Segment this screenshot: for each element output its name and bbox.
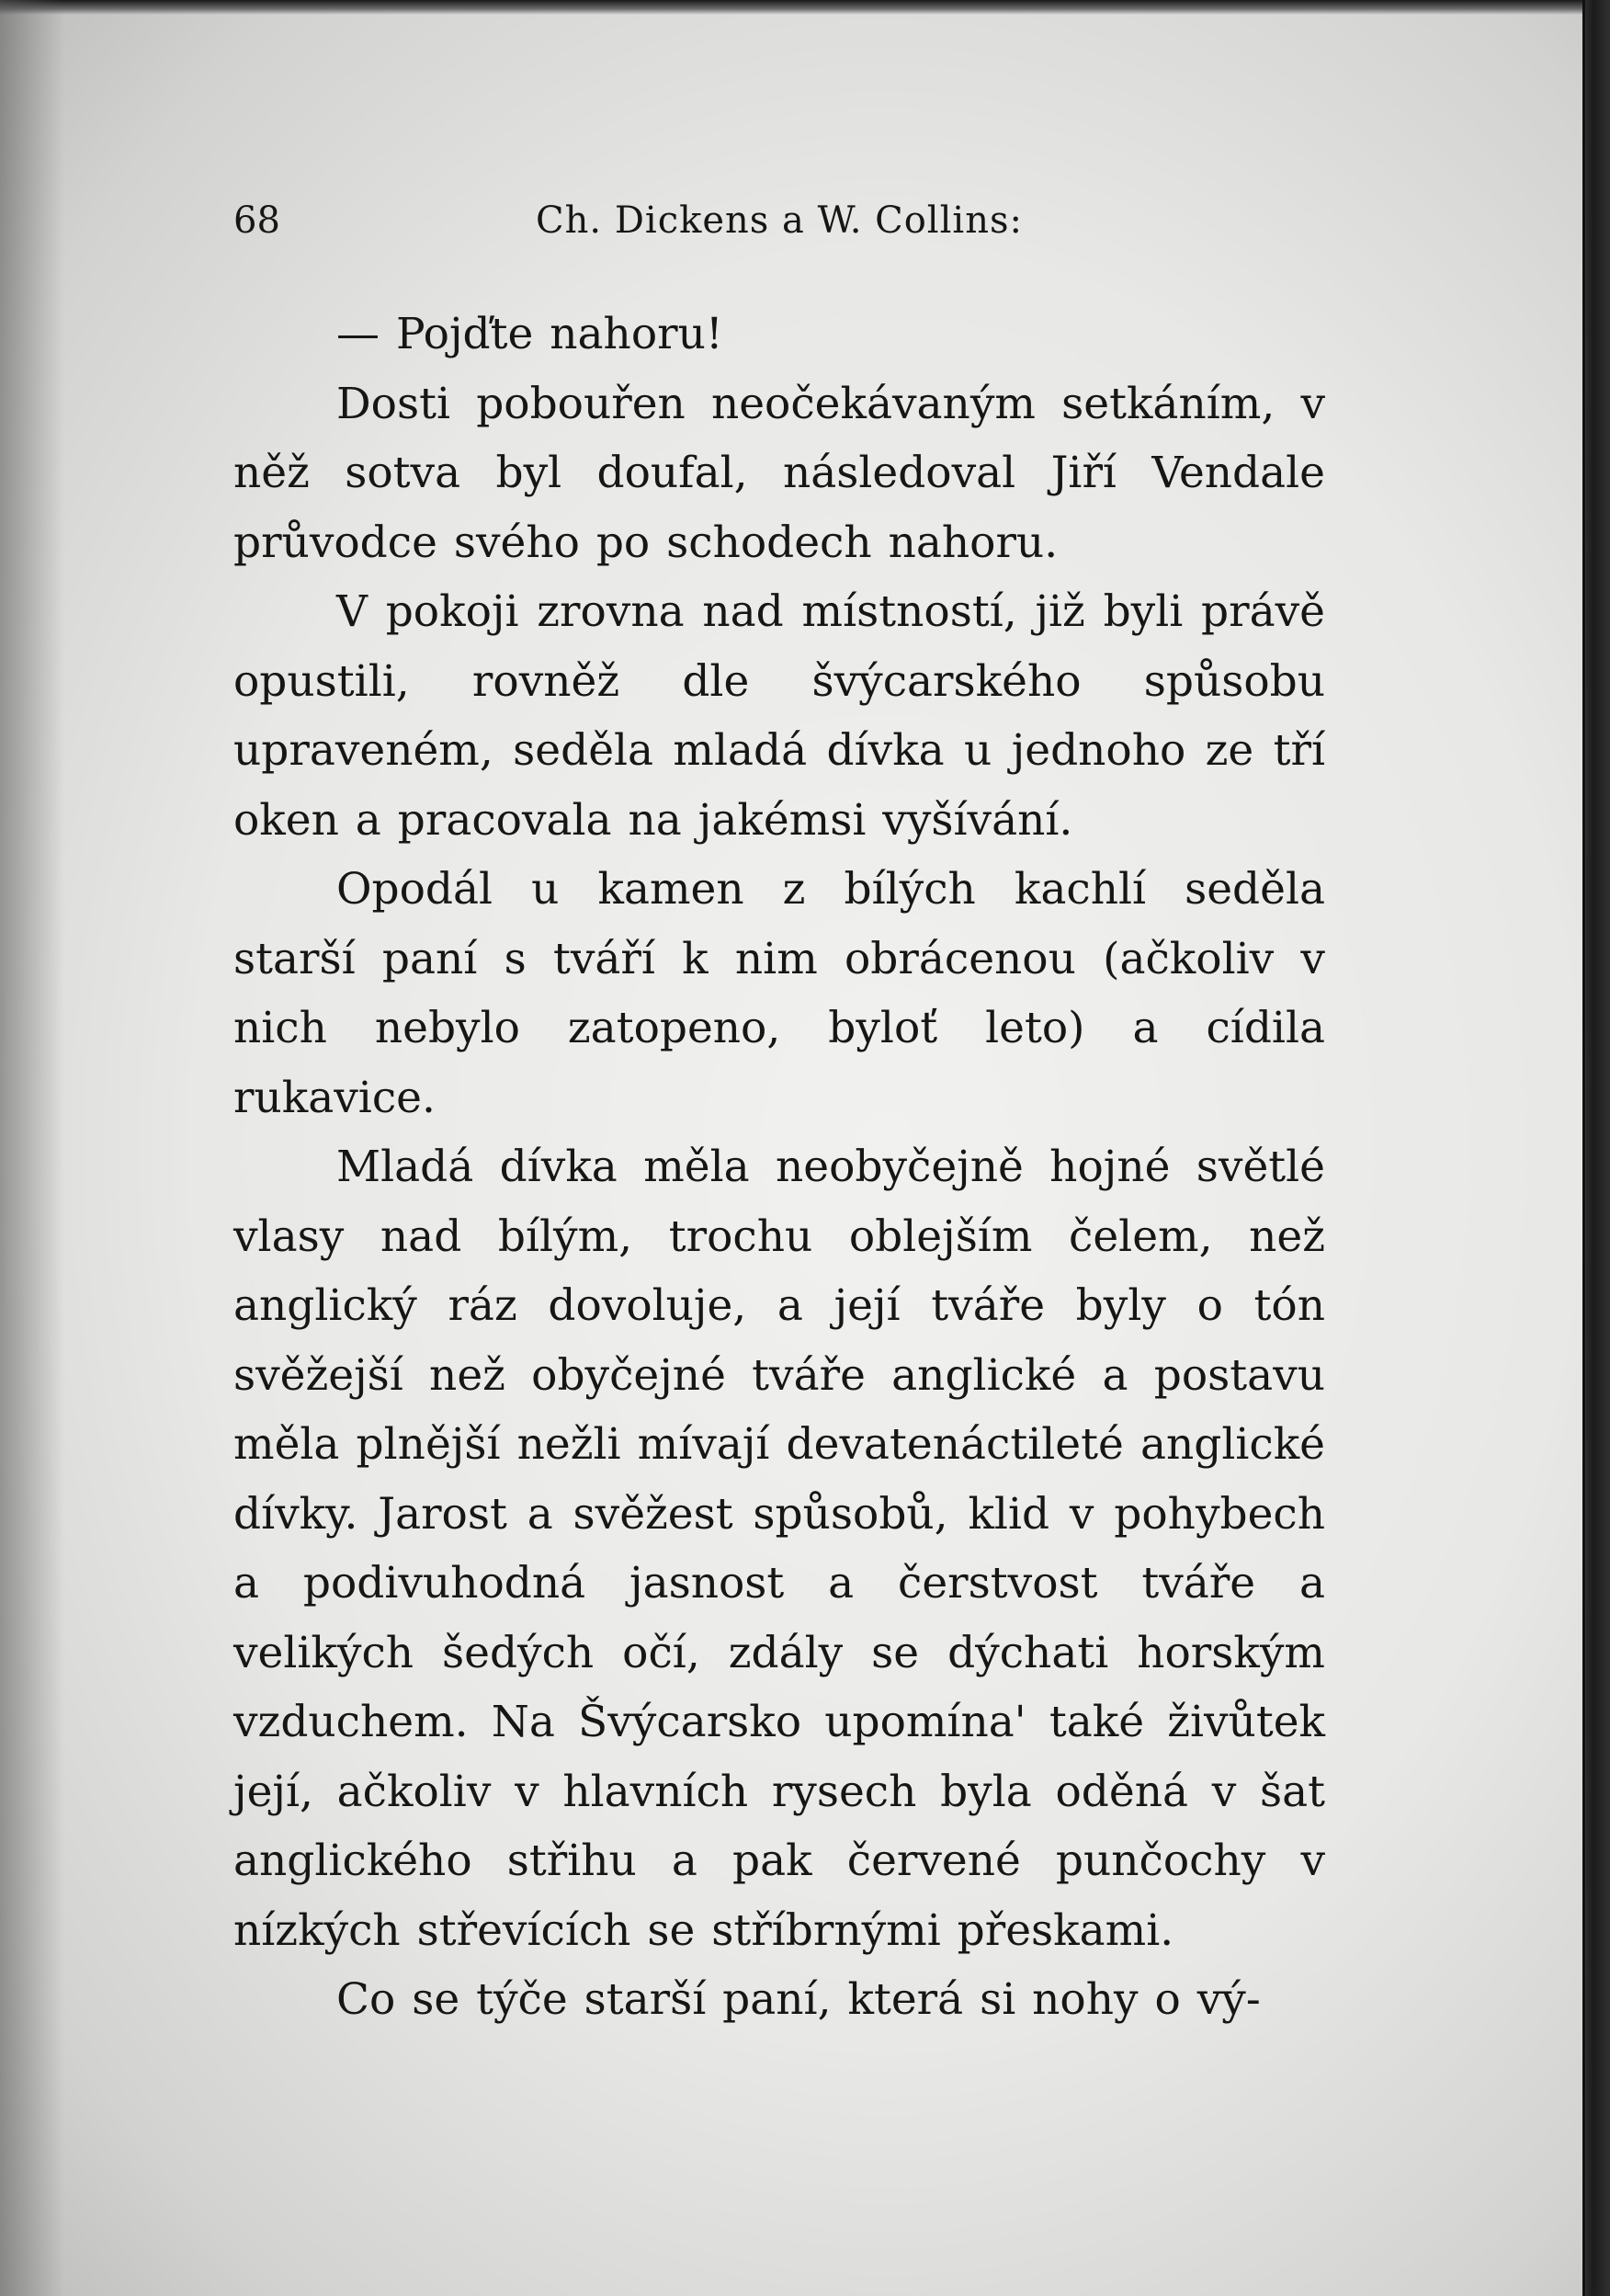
- running-head: Ch. Dickens a W. Collins:: [536, 199, 1023, 242]
- body-text: [233, 300, 1325, 2035]
- book-page: [233, 184, 1325, 2035]
- page-header: [233, 184, 1325, 257]
- scan-right-rule: [1582, 0, 1585, 2296]
- scan-top-edge: [0, 0, 1610, 15]
- paragraph: Opodál u kamen z bílých kachlí seděla starší paní s tváří k nim obrácenou (ačkoliv v nich nebylo zatopeno, byloť leto) a cídila rukavice.: [233, 864, 1325, 1123]
- paragraph: — Pojďte nahoru!: [336, 309, 723, 359]
- paragraph: Dosti pobouřen neočekávaným setkáním, v něž sotva byl doufal, následoval Jiří Vendale průvodce svého po schodech nahoru.: [233, 378, 1325, 568]
- scan-right-edge: [1582, 0, 1610, 2296]
- paragraph: Co se týče starší paní, která si nohy o vý-: [336, 1974, 1261, 2025]
- paragraph: Mladá dívka měla neobyčejně hojné světlé vlasy nad bílým, trochu oblejším čelem, než anglický ráz dovoluje, a její tváře byly o tón svěžejší než obyčejné tváře anglické a postavu měla plnější nežli mívají devatenáctileté anglické dívky. Jarost a svěžest spůsobů, klid v pohybech a podivuhodná jasnost a čerstvost tváře a velikých šedých očí, zdály se dýchati horským vzduchem. Na Švýcarsko upomína' také živůtek její, ačkoliv v hlavních rysech byla oděná v šat anglického střihu a pak červené punčochy v nízkých střevících se stříbrnými přeskami.: [233, 1142, 1325, 1956]
- page-number: 68: [233, 199, 280, 242]
- scan-left-shadow: [0, 0, 64, 2296]
- paragraph: V pokoji zrovna nad místností, již byli právě opustili, rovněž dle švýcarského spůsobu upraveném, seděla mladá dívka u jednoho ze tří oken a pracovala na jakémsi vyšívání.: [233, 586, 1325, 846]
